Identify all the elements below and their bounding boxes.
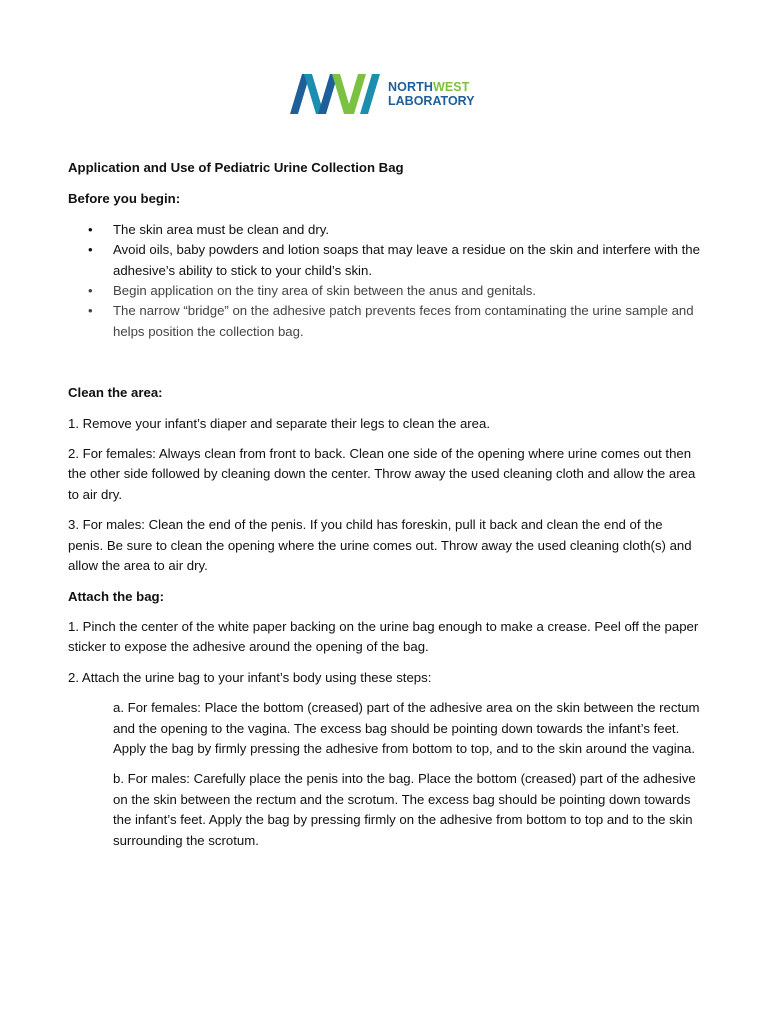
document-body	[68, 158, 700, 851]
attach-substep: a. For females: Place the bottom (creased) part of the adhesive area on the skin between the rectum and the opening to the vagina. The excess bag should be pointing down towards the infant’s feet. Apply the bag by firmly pressing the adhesive from bottom to top, and to the skin around the vagina.	[113, 700, 700, 756]
clean-step: 3. For males: Clean the end of the penis. If you child has foreskin, pull it back and clean the end of the penis. Be sure to clean the opening where the urine comes out. Throw away the used cleaning cloth(s) and allow the area to air dry.	[68, 517, 692, 574]
before-list	[68, 220, 700, 342]
before-heading: Before you begin:	[68, 191, 181, 207]
list-item: • Begin application on the tiny area of skin between the anus and genitals.	[68, 281, 700, 301]
attach-heading: Attach the bag:	[68, 588, 164, 604]
list-item: • The narrow “bridge” on the adhesive patch prevents feces from contaminating the urine sample and helps position the collection bag.	[68, 301, 700, 342]
clean-step: 2. For females: Always clean from front to back. Clean one side of the opening where urine comes out then the other side followed by cleaning down the center. Throw away the used cleaning cloth and allow the area to air dry.	[68, 446, 696, 502]
clean-heading: Clean the area:	[68, 385, 163, 401]
document-title: Application and Use of Pediatric Urine Collection Bag	[68, 160, 404, 175]
list-item: • The skin area must be clean and dry.	[68, 220, 700, 240]
logo-wordmark	[388, 80, 475, 108]
logo-west: WEST	[432, 80, 470, 94]
northwest-laboratory-logo	[288, 70, 488, 120]
clean-step: 1. Remove your infant’s diaper and separate their legs to clean the area.	[68, 415, 491, 431]
attach-step: 1. Pinch the center of the white paper backing on the urine bag enough to make a crease. Peel off the paper sticker to expose the adhesive around the opening of the bag.	[68, 618, 699, 655]
list-item: • Avoid oils, baby powders and lotion soaps that may leave a residue on the skin and interfere with the adhesive’s ability to stick to your child’s skin.	[68, 240, 700, 281]
logo-laboratory: LABORATORY	[388, 94, 475, 108]
logo-north: NORTH	[388, 80, 433, 94]
attach-substep: b. For males: Carefully place the penis into the bag. Place the bottom (creased) part of the adhesive on the skin between the rectum and the scrotum. The excess bag should be pointing down towards the infant’s feet. Apply the bag by pressing firmly on the adhesive from bottom to top and to the skin surrounding the scrotum.	[113, 771, 696, 848]
attach-step: 2. Attach the urine bag to your infant’s body using these steps:	[68, 669, 432, 685]
nw-mark-icon	[288, 70, 384, 116]
